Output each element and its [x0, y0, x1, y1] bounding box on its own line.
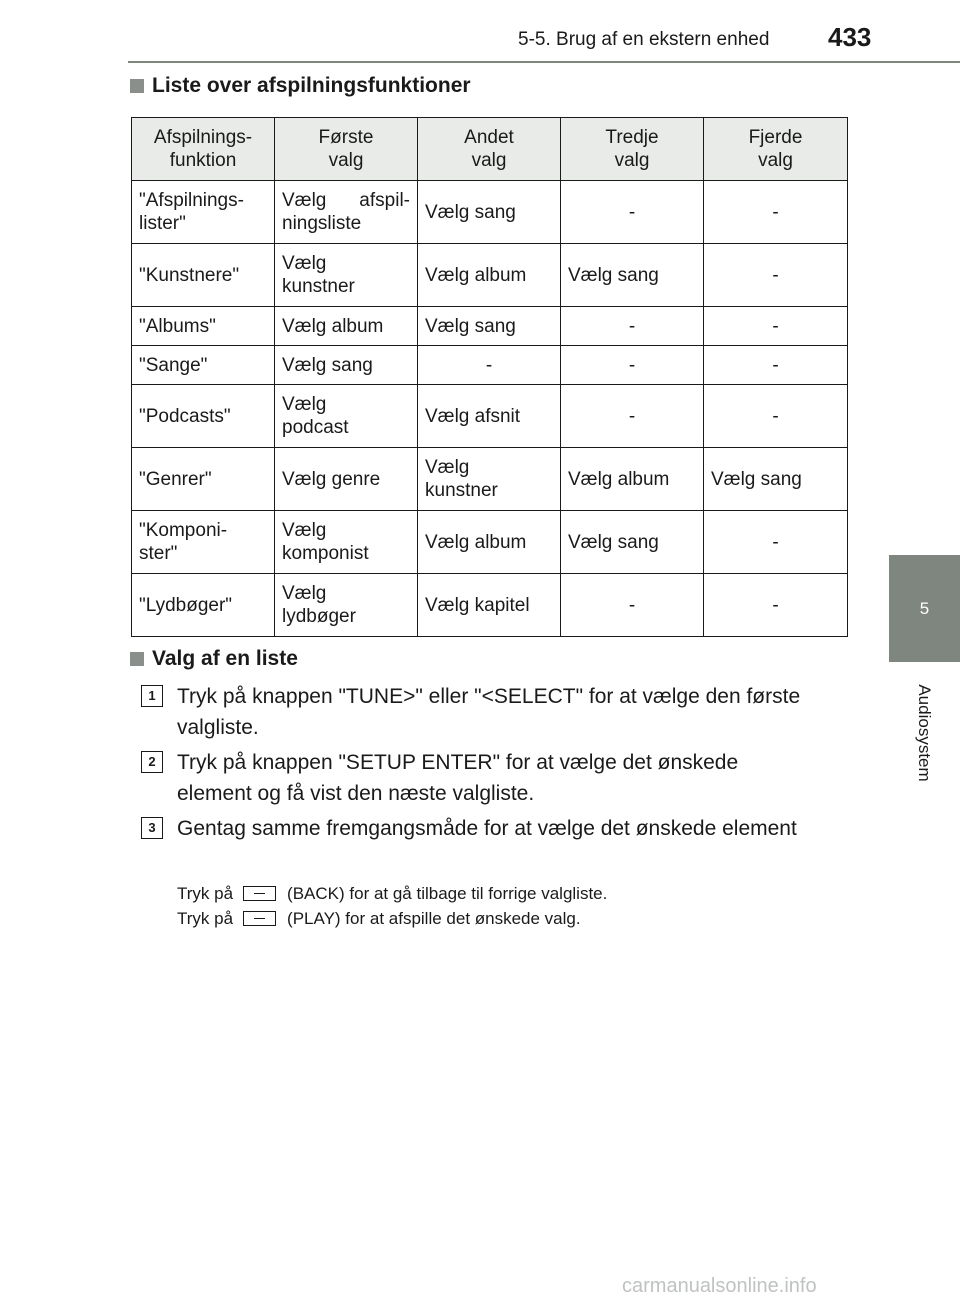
table-cell: Vælg sang [418, 181, 561, 244]
note-suffix: (BACK) for at gå tilbage til forrige valgliste. [287, 884, 608, 903]
table-cell: "Sange" [132, 346, 275, 385]
table-row [132, 181, 848, 244]
table-cell: Vælg kunstner [418, 448, 561, 511]
table-cell: - [418, 346, 561, 385]
section-heading-text: Valg af en liste [152, 647, 298, 670]
step-text: Tryk på knappen "TUNE>" eller "<SELECT" for at vælge den første valgliste. [177, 685, 801, 739]
header-section-title: 5-5. Brug af en ekstern enhed [518, 29, 770, 50]
step-text: Tryk på knappen "SETUP ENTER" for at vælge det ønskede element og få vist den næste valgliste. [177, 751, 739, 805]
step-number: 1 [141, 685, 163, 707]
table-header-row [132, 118, 848, 181]
note-play [177, 906, 581, 931]
table-cell: "Podcasts" [132, 385, 275, 448]
table-cell: "Lydbøger" [132, 574, 275, 637]
table-cell: Vælg sang [275, 346, 418, 385]
back-button-icon [243, 886, 276, 901]
column-header: Fjerde valg [704, 118, 848, 181]
table-cell: "Genrer" [132, 448, 275, 511]
table-cell: - [561, 385, 704, 448]
section-heading-functions [130, 74, 471, 98]
table-cell: Vælg afsnit [418, 385, 561, 448]
table-cell: - [561, 346, 704, 385]
section-heading-text: Liste over afspilningsfunktioner [152, 74, 471, 97]
table-cell: Vælg kapitel [418, 574, 561, 637]
table-cell: Vælg sang [561, 244, 704, 307]
step-item [141, 681, 817, 743]
table-cell: - [704, 181, 848, 244]
table-cell: - [704, 307, 848, 346]
table-cell: Vælg album [275, 307, 418, 346]
heading-square-icon [130, 652, 144, 666]
table-cell: Vælg sang [704, 448, 848, 511]
note-suffix: (PLAY) for at afspille det ønskede valg. [287, 909, 581, 928]
table-cell: Vælg album [418, 244, 561, 307]
table-cell: Vælg genre [275, 448, 418, 511]
table-cell: - [704, 574, 848, 637]
section-heading-select-list [130, 647, 298, 671]
note-prefix: Tryk på [177, 909, 234, 928]
heading-square-icon [130, 79, 144, 93]
table-row [132, 385, 848, 448]
note-back [177, 881, 607, 906]
table-cell: Vælg afspil- ningsliste [275, 181, 418, 244]
chapter-tab [889, 555, 960, 662]
step-number: 2 [141, 751, 163, 773]
table-row [132, 346, 848, 385]
note-prefix: Tryk på [177, 884, 234, 903]
column-header: Afspilnings- funktion [132, 118, 275, 181]
table-cell: Vælg sang [418, 307, 561, 346]
table-cell: - [704, 511, 848, 574]
table-cell: Vælg lydbøger [275, 574, 418, 637]
table-row [132, 244, 848, 307]
table-cell: "Komponi- ster" [132, 511, 275, 574]
step-item [141, 813, 797, 844]
table-cell: Vælg komponist [275, 511, 418, 574]
column-header: Første valg [275, 118, 418, 181]
table-cell: Vælg kunstner [275, 244, 418, 307]
table-row [132, 448, 848, 511]
header-rule [128, 61, 960, 63]
step-number: 3 [141, 817, 163, 839]
table-cell: "Albums" [132, 307, 275, 346]
table-cell: Vælg album [561, 448, 704, 511]
column-header: Tredje valg [561, 118, 704, 181]
table-cell: - [704, 244, 848, 307]
table-cell: Vælg album [418, 511, 561, 574]
step-text: Gentag samme fremgangsmåde for at vælge det ønskede element [177, 817, 797, 840]
table-cell: Vælg sang [561, 511, 704, 574]
table-cell: "Afspilnings- lister" [132, 181, 275, 244]
chapter-number: 5 [919, 598, 930, 618]
table-row [132, 511, 848, 574]
chapter-title: Audiosystem [915, 684, 934, 782]
table-cell: - [561, 574, 704, 637]
table-row [132, 574, 848, 637]
table-cell: - [561, 307, 704, 346]
column-header: Andet valg [418, 118, 561, 181]
table-cell: - [704, 346, 848, 385]
play-button-icon [243, 911, 276, 926]
playback-functions-table [131, 117, 848, 637]
table-cell: Vælg podcast [275, 385, 418, 448]
step-item [141, 747, 817, 809]
table-cell: - [561, 181, 704, 244]
page-number: 433 [828, 22, 872, 52]
table-cell: "Kunstnere" [132, 244, 275, 307]
table-cell: - [704, 385, 848, 448]
table-row [132, 307, 848, 346]
watermark: carmanualsonline.info [622, 1275, 817, 1297]
